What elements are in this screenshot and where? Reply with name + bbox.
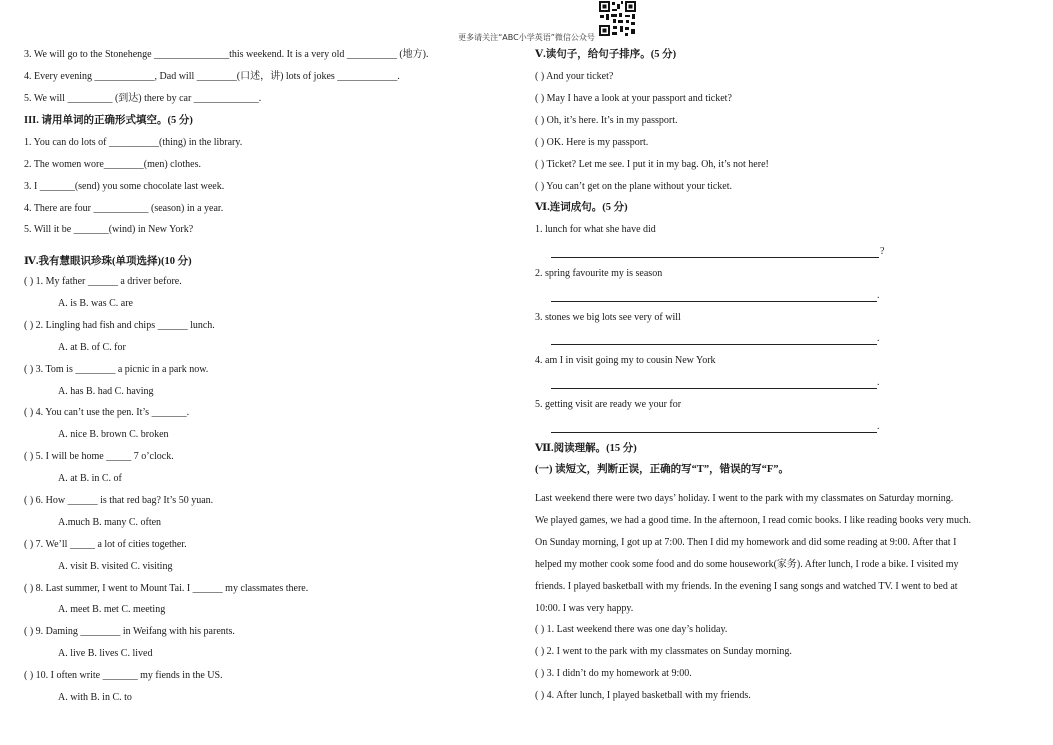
mc-options: A. is B. was C. are [58,298,133,309]
order-item: ( ) Oh, it’s here. It’s in my passport. [535,115,678,126]
mc-question: ( ) 8. Last summer, I went to Mount Tai. I ______ my classmates there. [24,583,309,594]
qr-code-icon [598,0,637,37]
question-4-line: 4. Every evening ____________, Dad will ________(口述，讲) lots of jokes ____________. [24,71,400,82]
mc-question: ( ) 9. Daming ________ in Weifang with his parents. [24,626,235,637]
answer-line [551,301,877,302]
word-order-words: 1. lunch for what she have did [535,224,656,235]
question-3-line: 3. We will go to the Stonehenge _______________this weekend. It is a very old __________ (地方). [24,49,429,60]
passage-line: On Sunday morning, I got up at 7:00. Then I did my homework and did some reading at 9:00. After that I [535,537,957,548]
order-item: ( ) OK. Here is my passport. [535,137,649,148]
mc-options: A. visit B. visited C. visiting [58,561,173,572]
passage-line: 10:00. I was very happy. [535,603,634,614]
section-3-item: 3. I _______(send) you some chocolate last week. [24,181,225,192]
mc-question: ( ) 2. Lingling had fish and chips ______ lunch. [24,320,215,331]
section-7-title: Ⅶ.阅读理解。(15 分) [535,443,637,454]
section-5-title: Ⅴ.读句子，给句子排序。(5 分) [535,49,677,60]
answer-end-mark: . [877,377,880,388]
answer-end-mark: . [877,421,880,432]
passage-line: Last weekend there were two days’ holiday. I went to the park with my classmates on Saturday morning. [535,493,954,504]
passage-line: friends. I played basketball with my friends. In the evening I sang songs and watched TV. I went to bed at [535,581,958,592]
mc-question: ( ) 4. You can’t use the pen. It’s _______. [24,407,190,418]
answer-line [551,257,879,258]
mc-options: A. at B. of C. for [58,342,126,353]
true-false-item: ( ) 1. Last weekend there was one day’s holiday. [535,624,728,635]
mc-options: A. has B. had C. having [58,386,154,397]
answer-line [551,432,877,433]
section-6-title: Ⅵ.连词成句。(5 分) [535,202,628,213]
mc-question: ( ) 5. I will be home _____ 7 o’clock. [24,451,174,462]
true-false-item: ( ) 2. I went to the park with my classmates on Sunday morning. [535,646,792,657]
answer-line [551,388,877,389]
true-false-item: ( ) 4. After lunch, I played basketball with my friends. [535,690,751,701]
section-7-subtitle: (一) 读短文，判断正误，正确的写“T”，错误的写“F”。 [535,464,790,475]
order-item: ( ) And your ticket? [535,71,614,82]
word-order-words: 2. spring favourite my is season [535,268,663,279]
mc-options: A. with B. in C. to [58,692,132,703]
mc-question: ( ) 3. Tom is ________ a picnic in a park now. [24,364,209,375]
section-3-item: 4. There are four ___________ (season) in a year. [24,203,224,214]
section-3-item: 5. Will it be _______(wind) in New York? [24,224,194,235]
order-item: ( ) Ticket? Let me see. I put it in my bag. Oh, it’s not here! [535,159,769,170]
passage-line: We played games, we had a good time. In the afternoon, I read comic books. I like reading books very much. [535,515,972,526]
order-item: ( ) You can’t get on the plane without your ticket. [535,181,733,192]
answer-end-mark: . [877,290,880,301]
section-3-item: 1. You can do lots of __________(thing) in the library. [24,137,243,148]
mc-options: A.much B. many C. often [58,517,162,528]
true-false-item: ( ) 3. I didn’t do my homework at 9:00. [535,668,692,679]
mc-question: ( ) 7. We’ll _____ a lot of cities together. [24,539,187,550]
header-note: 更多请关注“ABC小学英语”微信公众号 [458,33,595,42]
word-order-words: 4. am I in visit going my to cousin New York [535,355,716,366]
mc-question: ( ) 1. My father ______ a driver before. [24,276,182,287]
mc-options: A. nice B. brown C. broken [58,429,169,440]
answer-end-mark: ? [880,246,885,257]
answer-line [551,344,877,345]
section-4-title: Ⅳ.我有慧眼识珍珠(单项选择)(10 分) [24,256,192,267]
order-item: ( ) May I have a look at your passport and ticket? [535,93,732,104]
question-5-line: 5. We will _________ (到达) there by car _____________. [24,93,262,104]
mc-question: ( ) 10. I often write _______ my fiends in the US. [24,670,223,681]
section-3-item: 2. The women wore________(men) clothes. [24,159,201,170]
answer-end-mark: . [877,333,880,344]
word-order-words: 5. getting visit are ready we your for [535,399,682,410]
mc-question: ( ) 6. How ______ is that red bag? It’s 50 yuan. [24,495,214,506]
word-order-words: 3. stones we big lots see very of will [535,312,681,323]
section-3-title: III. 请用单词的正确形式填空。(5 分) [24,115,193,126]
mc-options: A. at B. in C. of [58,473,122,484]
passage-line: helped my mother cook some food and do some housework(家务). After lunch, I rode a bike. I visited my [535,559,959,570]
mc-options: A. live B. lives C. lived [58,648,153,659]
mc-options: A. meet B. met C. meeting [58,604,166,615]
